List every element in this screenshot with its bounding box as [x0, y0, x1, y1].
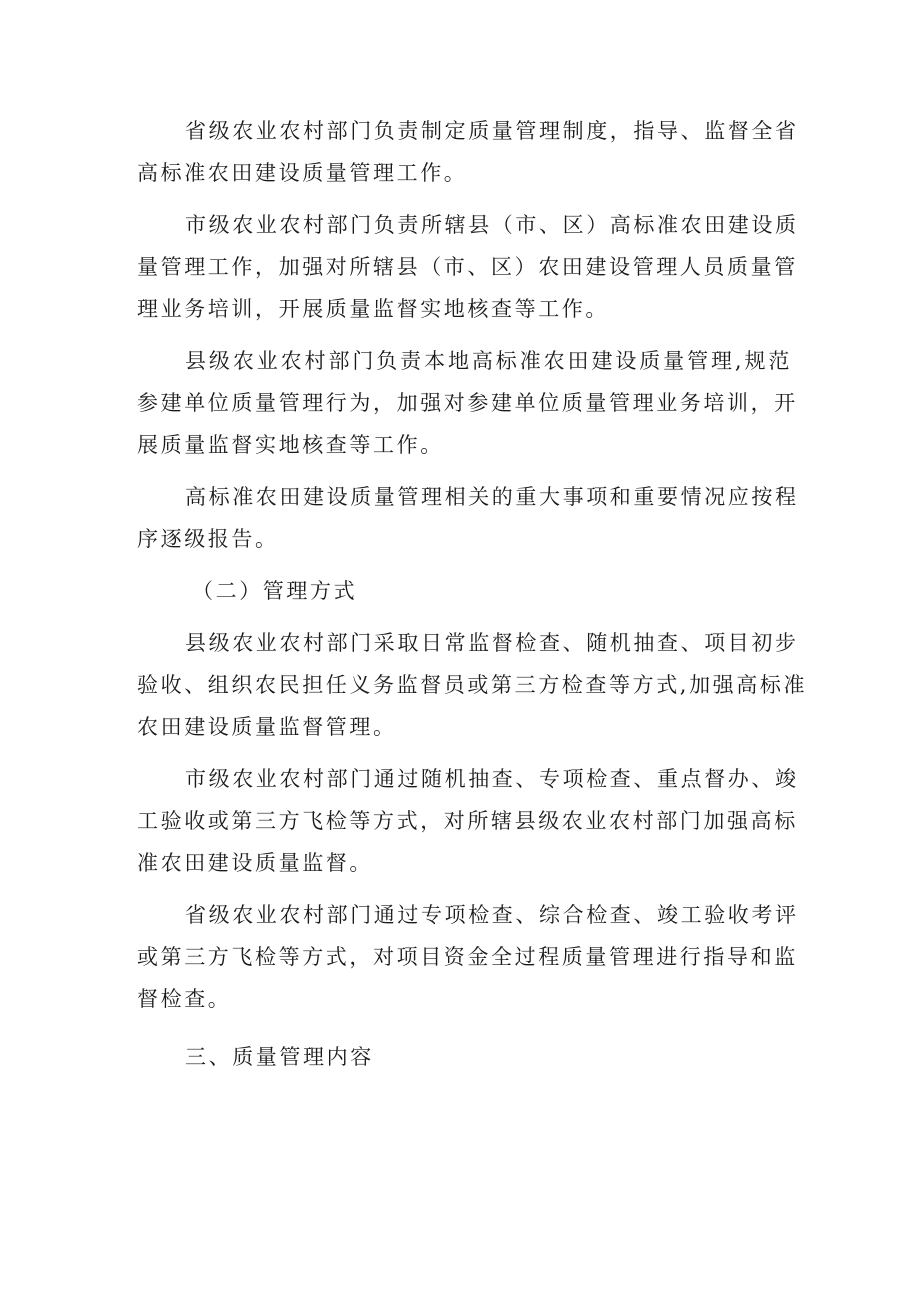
paragraph-line: 展质量监督实地核查等工作。 — [137, 433, 444, 457]
paragraph-line: 督检查。 — [137, 987, 232, 1011]
paragraph-provincial-responsibility — [137, 110, 799, 194]
paragraph-line: 量管理工作，加强对所辖县（市、区）农田建设管理人员质量管 — [137, 255, 798, 279]
paragraph-line: 工验收或第三方飞检等方式，对所辖县级农业农村部门加强高标 — [137, 809, 798, 833]
paragraph-municipal-method — [137, 758, 799, 884]
paragraph-line: 参建单位质量管理行为，加强对参建单位质量管理业务培训，开 — [137, 391, 798, 415]
paragraph-line: 准农田建设质量监督。 — [137, 851, 373, 875]
paragraph-reporting — [137, 476, 799, 560]
paragraph-line: 或第三方飞检等方式，对项目资金全过程质量管理进行指导和监 — [137, 945, 798, 969]
paragraph-county-method — [137, 622, 808, 748]
paragraph-line: 县级农业农村部门负责本地高标准农田建设质量管理,规范 — [185, 349, 792, 373]
paragraph-line: 序逐级报告。 — [137, 527, 279, 551]
paragraph-county-responsibility — [137, 340, 798, 466]
section-heading-quality-content: 三、质量管理内容 — [185, 1045, 374, 1069]
paragraph-line: 高标准农田建设质量管理相关的重大事项和重要情况应按程 — [185, 485, 799, 509]
paragraph-line: 市级农业农村部门通过随机抽查、专项检查、重点督办、竣 — [185, 767, 799, 791]
paragraph-line: 市级农业农村部门负责所辖县（市、区）高标准农田建设质 — [185, 213, 799, 237]
document-page — [137, 110, 808, 1078]
paragraph-provincial-method — [137, 894, 799, 1020]
subheading-management-method: （二）管理方式 — [192, 579, 358, 603]
paragraph-line: 农田建设质量监督管理。 — [137, 715, 397, 739]
paragraph-line: 县级农业农村部门采取日常监督检查、随机抽查、项目初步 — [185, 631, 799, 655]
paragraph-line: 高标准农田建设质量管理工作。 — [137, 161, 468, 185]
paragraph-line: 验收、组织农民担任义务监督员或第三方检查等方式,加强高标准 — [137, 673, 808, 697]
paragraph-municipal-responsibility — [137, 204, 799, 330]
paragraph-line: 省级农业农村部门通过专项检查、综合检查、竣工验收考评 — [185, 903, 799, 927]
paragraph-line: 理业务培训，开展质量监督实地核查等工作。 — [137, 297, 609, 321]
paragraph-line: 省级农业农村部门负责制定质量管理制度，指导、监督全省 — [185, 119, 799, 143]
